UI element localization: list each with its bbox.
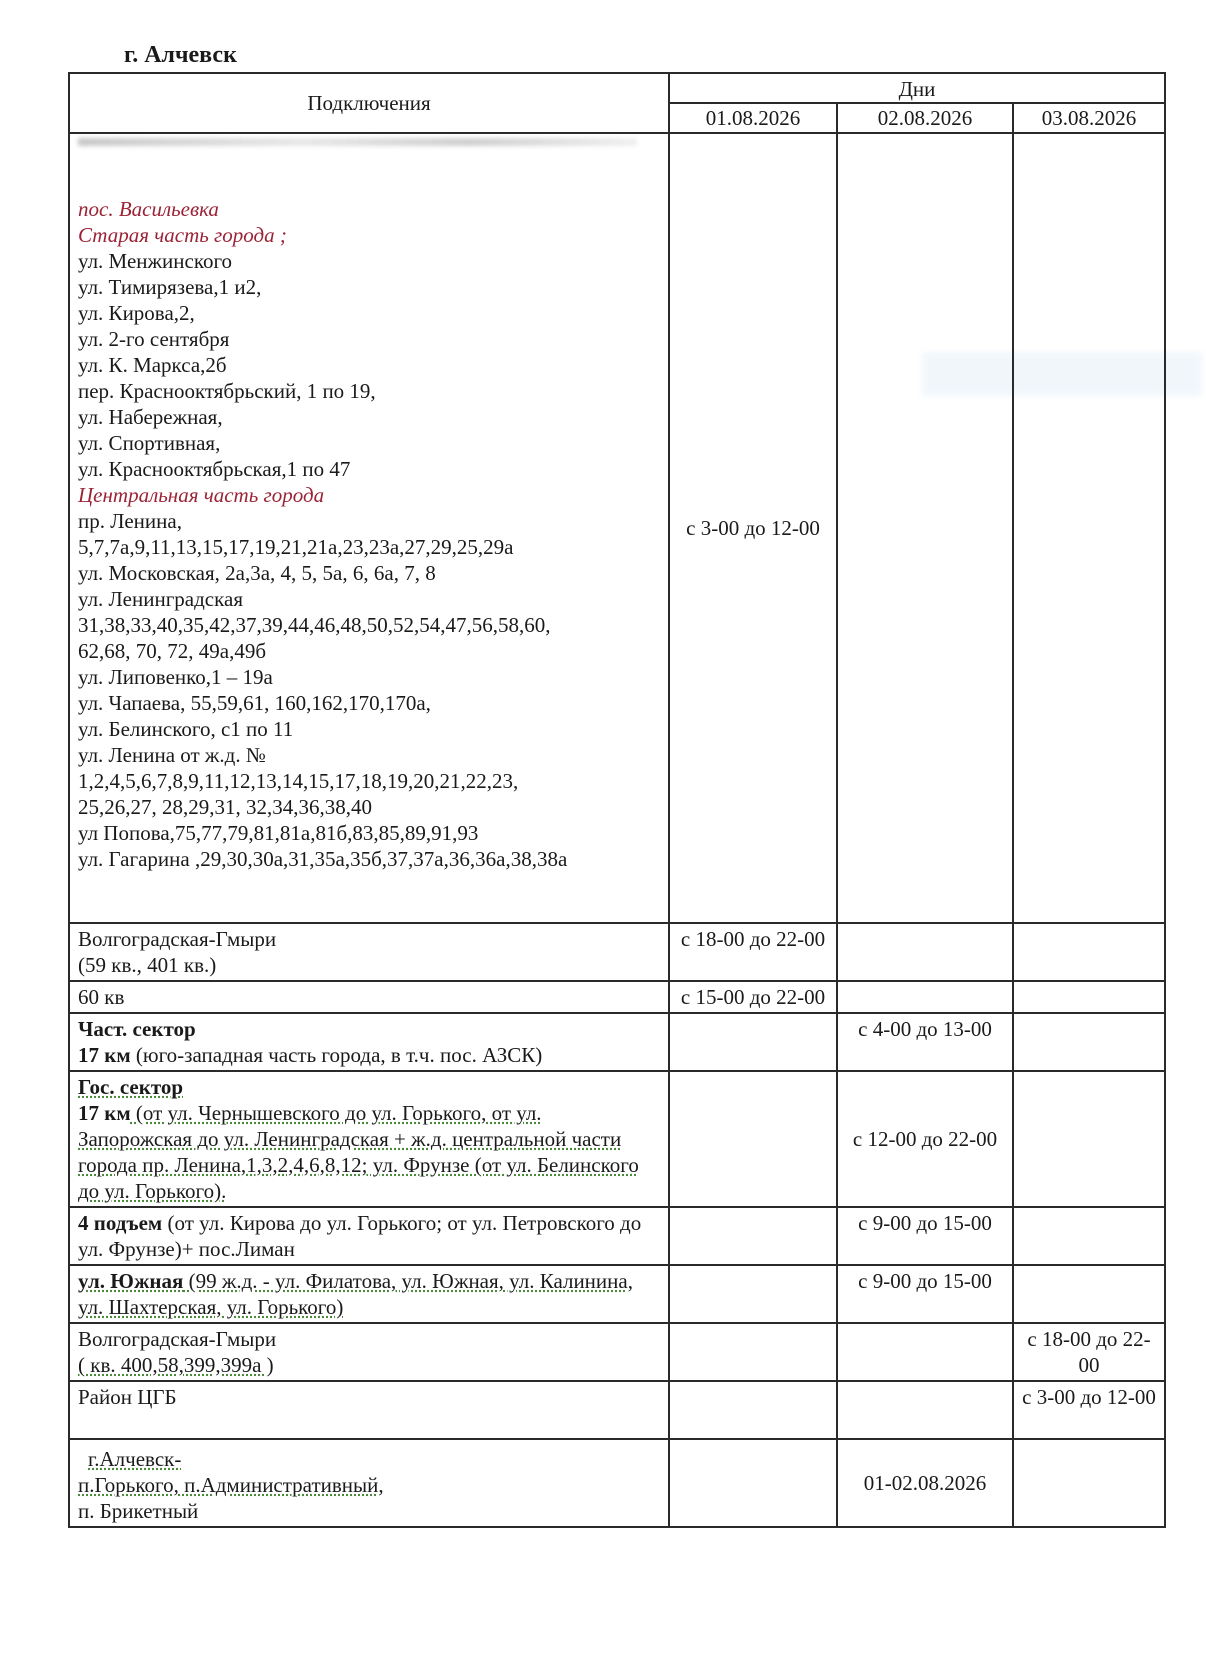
district-heading: Центральная часть города <box>78 483 325 507</box>
street-line: ул. Кирова,2, <box>78 301 195 325</box>
row1-day2-time <box>837 133 1013 923</box>
row-day1-time <box>669 1013 837 1071</box>
table-row <box>69 923 1165 981</box>
row-text: Район ЦГБ <box>78 1385 177 1409</box>
row-day1-time: с 18-00 до 22-00 <box>669 923 837 981</box>
row-day3-time <box>1013 1013 1165 1071</box>
row-day2-time <box>837 1323 1013 1381</box>
row-text: ( кв. 400,58,399,399а ) <box>78 1353 274 1377</box>
street-line: ул. Гагарина ,29,30,30а,31,35а,35б,37,37а,36,36а,38,38а <box>78 847 568 871</box>
district-heading: пос. Васильевка <box>78 197 219 221</box>
row-day3-time <box>1013 1071 1165 1207</box>
header-date-3: 03.08.2026 <box>1013 103 1165 133</box>
header-days: Дни <box>669 73 1165 103</box>
row-day2-time: с 9-00 до 15-00 <box>837 1265 1013 1323</box>
table-row <box>69 1013 1165 1071</box>
table-row <box>69 981 1165 1013</box>
row-text: г.Алчевск- <box>88 1447 182 1471</box>
header-row <box>69 73 1165 103</box>
row-connections-cell <box>69 1013 669 1071</box>
row-day2-time: с 4-00 до 13-00 <box>837 1013 1013 1071</box>
street-line: ул. Краснооктябрьская,1 по 47 <box>78 457 351 481</box>
row1-day3-time <box>1013 133 1165 923</box>
row-day2-time: с 12-00 до 22-00 <box>837 1071 1013 1207</box>
street-line: ул. Ленинградская <box>78 587 243 611</box>
street-line: ул. Спортивная, <box>78 431 221 455</box>
street-line: ул. Менжинского <box>78 249 233 273</box>
row-text: (юго-западная часть города, в т.ч. пос. АЗСК) <box>130 1043 543 1067</box>
row-day3-time: с 3-00 до 12-00 <box>1013 1381 1165 1439</box>
row-day3-time <box>1013 1439 1165 1527</box>
street-line: 25,26,27, 28,29,31, 32,34,36,38,40 <box>78 795 372 819</box>
street-line: ул. К. Маркса,2б <box>78 353 227 377</box>
table-row <box>69 1071 1165 1207</box>
street-line: ул. Липовенко,1 – 19а <box>78 665 273 689</box>
row-day3-time <box>1013 923 1165 981</box>
street-line: ул. Ленина от ж.д. № <box>78 743 266 767</box>
row-day1-time <box>669 1207 837 1265</box>
row-text: п.Горького, п.Административный, <box>78 1473 384 1497</box>
row-connections-cell <box>69 1439 669 1527</box>
city-title: г. Алчевск <box>124 42 237 68</box>
row-heading: 17 км <box>78 1043 131 1067</box>
row-day2-time <box>837 1381 1013 1439</box>
street-line: 31,38,33,40,35,42,37,39,44,46,48,50,52,54,47,56,58,60, <box>78 613 551 637</box>
row-day3-time <box>1013 1207 1165 1265</box>
street-line: ул. 2-го сентября <box>78 327 230 351</box>
district-heading: Старая часть города ; <box>78 223 287 247</box>
row-connections-cell <box>69 1323 669 1381</box>
row-day2-time: 01-02.08.2026 <box>837 1439 1013 1527</box>
street-line: ул. Московская, 2а,3а, 4, 5, 5а, 6, 6а, 7, 8 <box>78 561 436 585</box>
row-text: (от ул. Кирова до ул. Горького; от ул. Петровского до ул. Фрунзе)+ пос.Лиман <box>78 1211 642 1261</box>
street-line: ул. Белинского, с1 по 11 <box>78 717 294 741</box>
row-text: (59 кв., 401 кв.) <box>78 953 217 977</box>
street-line: 5,7,7а,9,11,13,15,17,19,21,21а,23,23а,27,29,25,29а <box>78 535 514 559</box>
table-row <box>69 133 1165 923</box>
header-date-2: 02.08.2026 <box>837 103 1013 133</box>
table-row <box>69 1323 1165 1381</box>
row-heading: 17 км <box>78 1101 131 1125</box>
obscured-text <box>78 138 637 146</box>
table-row <box>69 1439 1165 1527</box>
street-line: 62,68, 70, 72, 49а,49б <box>78 639 267 663</box>
row-day3-time <box>1013 1265 1165 1323</box>
row-text: п. Брикетный <box>78 1499 199 1523</box>
header-connections: Подключения <box>69 73 669 133</box>
row-connections-cell <box>69 923 669 981</box>
street-line: пер. Краснооктябрьский, 1 по 19, <box>78 379 376 403</box>
row-text: (99 ж.д. - ул. Филатова, ул. Южная, ул. Калинина, ул. Шахтерская, ул. Горького) <box>78 1269 633 1319</box>
table-row <box>69 1381 1165 1439</box>
street-line: ул. Тимирязева,1 и2, <box>78 275 262 299</box>
street-list-old <box>78 248 660 482</box>
table-row <box>69 1207 1165 1265</box>
row-connections-cell <box>69 1207 669 1265</box>
row-heading: Гос. сектор <box>78 1075 184 1099</box>
street-list-central <box>78 508 660 872</box>
row-day2-time: с 9-00 до 15-00 <box>837 1207 1013 1265</box>
outage-schedule-table <box>68 72 1166 1528</box>
row-text: Волгоградская-Гмыри <box>78 1327 277 1351</box>
row-day1-time <box>669 1439 837 1527</box>
row-heading: ул. Южная <box>78 1269 184 1293</box>
row-day2-time <box>837 981 1013 1013</box>
row-text: 60 кв <box>78 985 125 1009</box>
row-day1-time <box>669 1323 837 1381</box>
row-text: (от ул. Чернышевского до ул. Горького, от ул. Запорожская до ул. Ленинградская + ж.д. центральной части города пр. Ленина,1,3,2,4,6,8,12; ул. Фрунзе (от ул. Белинского до ул. Горького). <box>78 1101 639 1203</box>
row-connections-cell <box>69 1071 669 1207</box>
header-date-1: 01.08.2026 <box>669 103 837 133</box>
row-connections-cell <box>69 981 669 1013</box>
street-line: ул. Чапаева, 55,59,61, 160,162,170,170а, <box>78 691 431 715</box>
row-heading: 4 подъем <box>78 1211 163 1235</box>
row1-day1-time: с 3-00 до 12-00 <box>669 133 837 923</box>
row-connections-cell <box>69 1265 669 1323</box>
row-day1-time <box>669 1381 837 1439</box>
street-line: ул. Набережная, <box>78 405 223 429</box>
row-text: Волгоградская-Гмыри <box>78 927 277 951</box>
row-day1-time: с 15-00 до 22-00 <box>669 981 837 1013</box>
row-day3-time: с 18-00 до 22-00 <box>1013 1323 1165 1381</box>
row-day2-time <box>837 923 1013 981</box>
row1-connections-cell <box>69 133 669 923</box>
row-day1-time <box>669 1071 837 1207</box>
row-connections-cell <box>69 1381 669 1439</box>
row-day3-time <box>1013 981 1165 1013</box>
street-line: ул Попова,75,77,79,81,81а,81б,83,85,89,91,93 <box>78 821 479 845</box>
table-row <box>69 1265 1165 1323</box>
row-day1-time <box>669 1265 837 1323</box>
street-line: пр. Ленина, <box>78 509 182 533</box>
row-heading: Част. сектор <box>78 1017 196 1041</box>
street-line: 1,2,4,5,6,7,8,9,11,12,13,14,15,17,18,19,20,21,22,23, <box>78 769 519 793</box>
